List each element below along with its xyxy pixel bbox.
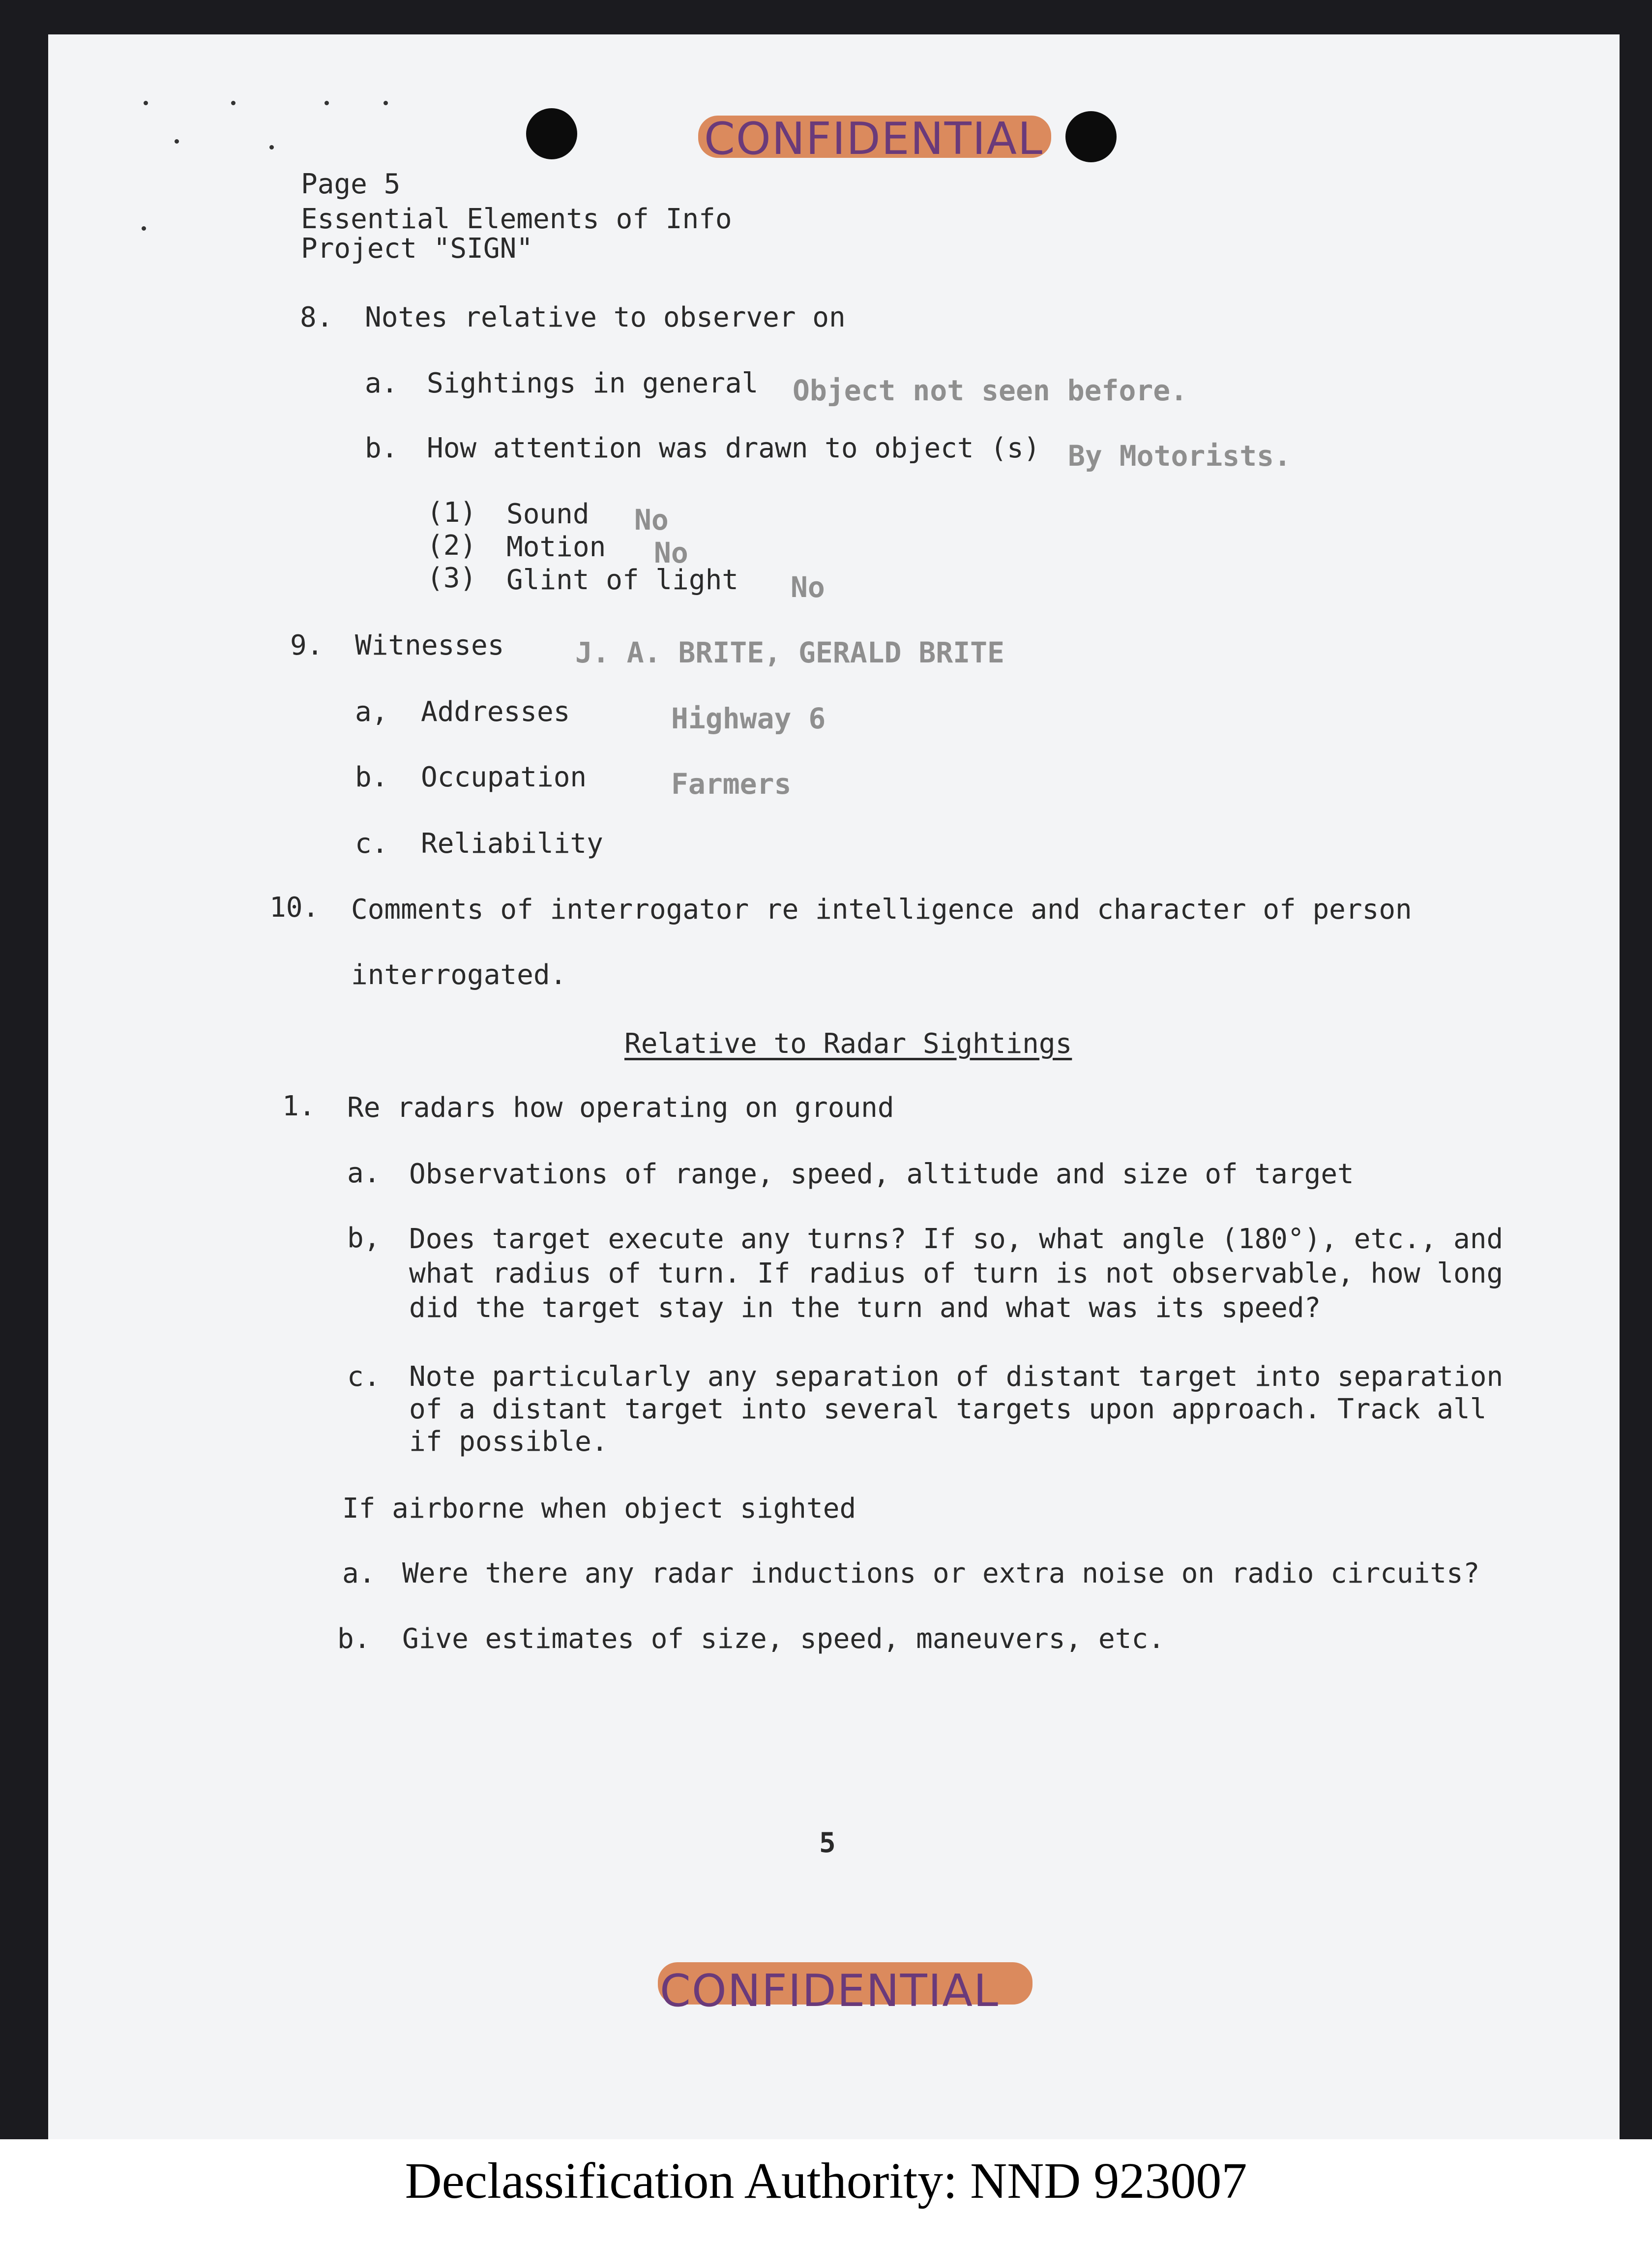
item-9a-text: Addresses <box>421 696 570 728</box>
item-9b-label: b. <box>355 761 388 793</box>
item-8b1-answer: No <box>634 503 669 537</box>
radar-item-1c-line-1: Note particularly any separation of distant target into separation <box>409 1361 1504 1393</box>
speck <box>144 101 148 105</box>
airborne-item-a-label: a. <box>342 1557 376 1589</box>
speck <box>142 226 146 231</box>
document-page <box>48 34 1620 2139</box>
airborne-heading: If airborne when object sighted <box>342 1493 856 1525</box>
radar-item-1a-text: Observations of range, speed, altitude and size of target <box>409 1158 1354 1190</box>
item-8b1-label: Sound <box>506 498 590 530</box>
item-8a-text: Sightings in general <box>427 367 759 399</box>
speck <box>384 101 388 105</box>
radar-item-1b-label: b, <box>347 1222 381 1254</box>
item-8b3-number: (3) <box>427 562 477 594</box>
item-9-number: 9. <box>290 629 324 661</box>
declassification-footer: Declassification Authority: NND 923007 <box>405 2153 1247 2209</box>
item-9a-answer: Highway 6 <box>671 702 826 735</box>
speck <box>269 145 274 150</box>
item-9b-answer: Farmers <box>671 767 792 801</box>
item-9b-text: Occupation <box>421 761 587 793</box>
radar-item-1-number: 1. <box>282 1090 316 1122</box>
item-8b2-answer: No <box>654 536 688 569</box>
item-8b-label: b. <box>365 432 398 464</box>
confidential-stamp-bottom: CONFIDENTIAL <box>660 1965 1000 2017</box>
airborne-item-b-label: b. <box>337 1623 371 1655</box>
punch-hole-right <box>1065 111 1117 162</box>
radar-item-1b-line-3: did the target stay in the turn and what was its speed? <box>409 1292 1321 1324</box>
radar-section-heading: Relative to Radar Sightings <box>624 1028 1072 1060</box>
document-title: Essential Elements of Info <box>301 203 732 235</box>
speck <box>324 101 329 105</box>
project-name: Project "SIGN" <box>301 233 533 265</box>
item-8b3-label: Glint of light <box>506 564 739 596</box>
punch-hole-left <box>526 108 577 159</box>
radar-item-1c-line-2: of a distant target into several targets upon approach. Track all <box>409 1393 1487 1425</box>
confidential-stamp-top: CONFIDENTIAL <box>704 113 1044 165</box>
item-9c-text: Reliability <box>421 828 603 860</box>
item-9-heading: Witnesses <box>355 629 504 661</box>
radar-item-1a-label: a. <box>347 1157 381 1189</box>
speck <box>175 139 179 144</box>
radar-item-1b-line-2: what radius of turn. If radius of turn is not observable, how long <box>409 1257 1504 1289</box>
item-10-number: 10. <box>269 892 320 924</box>
item-9-answer: J. A. BRITE, GERALD BRITE <box>575 636 1004 669</box>
page-label: Page 5 <box>301 168 401 200</box>
radar-item-1c-label: c. <box>347 1361 381 1393</box>
item-8b2-number: (2) <box>427 530 477 562</box>
radar-item-1c-line-3: if possible. <box>409 1426 608 1458</box>
item-8b-text: How attention was drawn to object (s) <box>427 432 1040 464</box>
item-9a-label: a, <box>355 696 388 728</box>
item-8-number: 8. <box>300 301 333 333</box>
radar-item-1b-line-1: Does target execute any turns? If so, what angle (180°), etc., and <box>409 1223 1504 1255</box>
item-8a-label: a. <box>365 367 398 399</box>
radar-item-1-text: Re radars how operating on ground <box>347 1092 894 1124</box>
airborne-item-a-text: Were there any radar inductions or extra noise on radio circuits? <box>402 1557 1480 1589</box>
item-8-heading: Notes relative to observer on <box>365 301 846 333</box>
item-10-line-2: interrogated. <box>351 959 567 991</box>
item-8b1-number: (1) <box>427 497 477 529</box>
item-8b-answer: By Motorists. <box>1068 439 1291 473</box>
item-9c-label: c. <box>355 828 388 860</box>
page-number: 5 <box>819 1827 836 1859</box>
item-8a-answer: Object not seen before. <box>793 374 1188 407</box>
airborne-item-b-text: Give estimates of size, speed, maneuvers, etc. <box>402 1623 1165 1655</box>
item-8b2-label: Motion <box>506 531 606 563</box>
item-8b3-answer: No <box>791 570 825 604</box>
speck <box>231 101 236 105</box>
item-10-line-1: Comments of interrogator re intelligence and character of person <box>351 894 1412 926</box>
